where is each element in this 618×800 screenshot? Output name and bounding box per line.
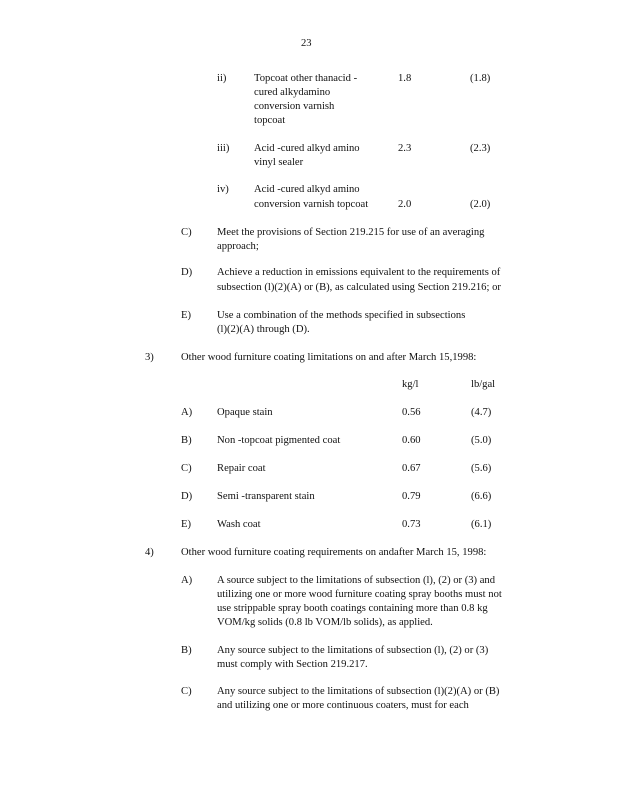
column-header-kg: kg/l [402, 379, 419, 390]
lb-value: (1.8) [470, 73, 491, 84]
kg-value: 2.3 [398, 143, 412, 154]
item-text-line: Any source subject to the limitations of subsection (l)(2)(A) or (B) [217, 686, 500, 697]
item-text-line: Acid -cured alkyd amino [254, 184, 360, 195]
item-text-line: and utilizing one or more continuous coaters, must for each [217, 700, 469, 711]
item-text-line: VOM/kg solids (0.8 lb VOM/lb solids), as applied. [217, 617, 433, 628]
item-text-line: must comply with Section 219.217. [217, 659, 368, 670]
row-label: C) [181, 463, 192, 474]
kg-value: 0.56 [402, 407, 421, 418]
section-heading: Other wood furniture coating limitations on and after March 15,1998: [181, 352, 477, 363]
page-number: 23 [301, 38, 312, 49]
coating-name: Repair coat [217, 463, 266, 474]
item-text-line: Any source subject to the limitations of subsection (l), (2) or (3) [217, 645, 489, 656]
item-text-line: Use a combination of the methods specified in subsections [217, 310, 466, 321]
coating-name: Opaque stain [217, 407, 273, 418]
kg-value: 0.67 [402, 463, 421, 474]
section-label: 3) [145, 352, 154, 363]
column-header-lb: lb/gal [471, 379, 496, 390]
item-text-line: Achieve a reduction in emissions equivalent to the requirements of [217, 267, 501, 278]
lb-value: (5.0) [471, 435, 492, 446]
item-label: iv) [217, 184, 229, 195]
item-text-line: vinyl sealer [254, 157, 304, 168]
item-text-line: approach; [217, 241, 259, 252]
item-text-line: Meet the provisions of Section 219.215 for use of an averaging [217, 227, 485, 238]
item-text-line: conversion varnish [254, 101, 335, 112]
item-text-line: Acid -cured alkyd amino [254, 143, 360, 154]
kg-value: 0.73 [402, 519, 421, 530]
coating-name: Wash coat [217, 519, 261, 530]
row-label: E) [181, 519, 191, 530]
coating-name: Non -topcoat pigmented coat [217, 435, 341, 446]
section-label: 4) [145, 547, 154, 558]
item-label: iii) [217, 143, 230, 154]
kg-value: 0.60 [402, 435, 421, 446]
item-text-line: cured alkydamino [254, 87, 331, 98]
lb-value: (5.6) [471, 463, 492, 474]
item-text-line: A source subject to the limitations of subsection (l), (2) or (3) and [217, 575, 496, 586]
item-label: B) [181, 645, 192, 656]
lb-value: (6.6) [471, 491, 492, 502]
item-text-line: Topcoat other thanacid - [254, 73, 358, 84]
lb-value: (2.0) [470, 199, 491, 210]
item-text-line: conversion varnish topcoat [254, 199, 369, 210]
section-heading: Other wood furniture coating requirements on andafter March 15, 1998: [181, 547, 487, 558]
kg-value: 0.79 [402, 491, 421, 502]
item-text-line: utilizing one or more wood furniture coating spray booths must not [217, 589, 502, 600]
item-label: E) [181, 310, 191, 321]
item-text-line: use strippable spray booth coatings containing more than 0.8 kg [217, 603, 488, 614]
item-text-line: topcoat [254, 115, 286, 126]
coating-name: Semi -transparent stain [217, 491, 315, 502]
row-label: A) [181, 407, 193, 418]
item-text-line: (l)(2)(A) through (D). [217, 324, 310, 335]
lb-value: (2.3) [470, 143, 491, 154]
item-label: C) [181, 686, 192, 697]
item-text-line: subsection (l)(2)(A) or (B), as calculated using Section 219.216; or [217, 282, 501, 293]
item-label: A) [181, 575, 193, 586]
kg-value: 2.0 [398, 199, 412, 210]
lb-value: (6.1) [471, 519, 492, 530]
lb-value: (4.7) [471, 407, 492, 418]
row-label: B) [181, 435, 192, 446]
item-label: ii) [217, 73, 227, 84]
row-label: D) [181, 491, 193, 502]
kg-value: 1.8 [398, 73, 412, 84]
item-label: C) [181, 227, 192, 238]
item-label: D) [181, 267, 193, 278]
